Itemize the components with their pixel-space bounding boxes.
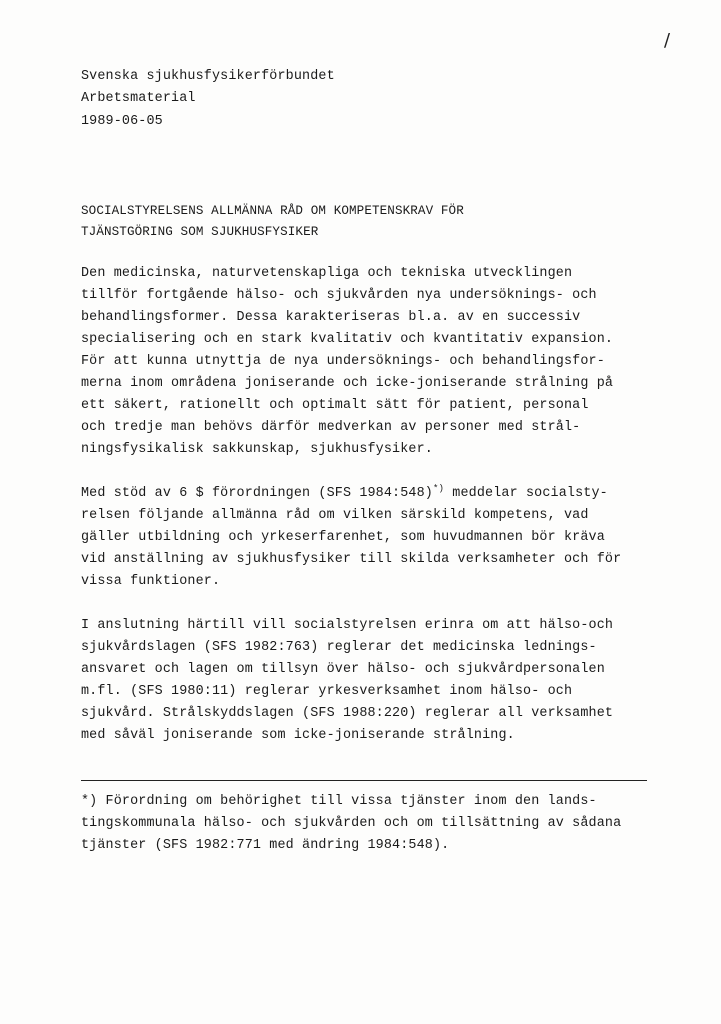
- document-title-line-1: SOCIALSTYRELSENS ALLMÄNNA RÅD OM KOMPETENSKRAV FÖR: [81, 204, 464, 218]
- paragraph-3-line: I anslutning härtill vill socialstyrelsen erinra om att hälso-och: [81, 618, 614, 633]
- footnote-divider: [81, 780, 647, 781]
- document-title-line-2: TJÄNSTGÖRING SOM SJUKHUSFYSIKER: [81, 225, 319, 239]
- paragraph-2-first-line: [81, 483, 608, 505]
- paragraph-2-line: relsen följande allmänna råd om vilken särskild kompetens, vad: [81, 508, 589, 523]
- paragraph-2-text: meddelar socialsty-: [444, 486, 608, 501]
- paragraph-2-text: Med stöd av 6 $ förordningen (SFS 1984:548): [81, 486, 433, 501]
- paragraph-3-line: ansvaret och lagen om tillsyn över hälso- och sjukvårdpersonalen: [81, 662, 605, 677]
- paragraph-1-line: Den medicinska, naturvetenskapliga och tekniska utvecklingen: [81, 266, 573, 281]
- paragraph-1-line: ningsfysikalisk sakkunskap, sjukhusfysiker.: [81, 442, 433, 457]
- paragraph-1-line: och tredje man behövs därför medverkan av personer med strål-: [81, 420, 581, 435]
- paragraph-1-line: ett säkert, rationellt och optimalt sätt för patient, personal: [81, 398, 589, 413]
- corner-mark: /: [664, 30, 671, 51]
- footnote-line: tingskommunala hälso- och sjukvården och om tillsättning av sådana: [81, 816, 622, 831]
- paragraph-1-line: För att kunna utnyttja de nya undersöknings- och behandlingsfor-: [81, 354, 605, 369]
- paragraph-2-line: vissa funktioner.: [81, 574, 221, 589]
- organization-name: Svenska sjukhusfysikerförbundet: [81, 69, 335, 84]
- paragraph-3-line: med såväl joniserande som icke-joniserande strålning.: [81, 728, 515, 743]
- paragraph-3-line: m.fl. (SFS 1980:11) reglerar yrkesverksamhet inom hälso- och: [81, 684, 573, 699]
- paragraph-3-line: sjukvård. Strålskyddslagen (SFS 1988:220) reglerar all verksamhet: [81, 706, 614, 721]
- footnote-line: *) Förordning om behörighet till vissa tjänster inom den lands-: [81, 794, 597, 809]
- paragraph-2-line: vid anställning av sjukhusfysiker till skilda verksamheter och för: [81, 552, 622, 567]
- paragraph-1-line: tillför fortgående hälso- och sjukvården nya undersöknings- och: [81, 288, 597, 303]
- paragraph-1-line: behandlingsformer. Dessa karakteriseras bl.a. av en successiv: [81, 310, 581, 325]
- document-date: 1989-06-05: [81, 114, 163, 129]
- paragraph-2-line: gäller utbildning och yrkeserfarenhet, som huvudmannen bör kräva: [81, 530, 605, 545]
- paragraph-3-line: sjukvårdslagen (SFS 1982:763) reglerar det medicinska lednings-: [81, 640, 597, 655]
- paragraph-1-line: merna inom områdena joniserande och icke-joniserande strålning på: [81, 376, 614, 391]
- paragraph-1-line: specialisering och en stark kvalitativ och kvantitativ expansion.: [81, 332, 614, 347]
- footnote-reference: *): [433, 483, 445, 494]
- footnote-line: tjänster (SFS 1982:771 med ändring 1984:548).: [81, 838, 450, 853]
- document-type: Arbetsmaterial: [81, 91, 196, 106]
